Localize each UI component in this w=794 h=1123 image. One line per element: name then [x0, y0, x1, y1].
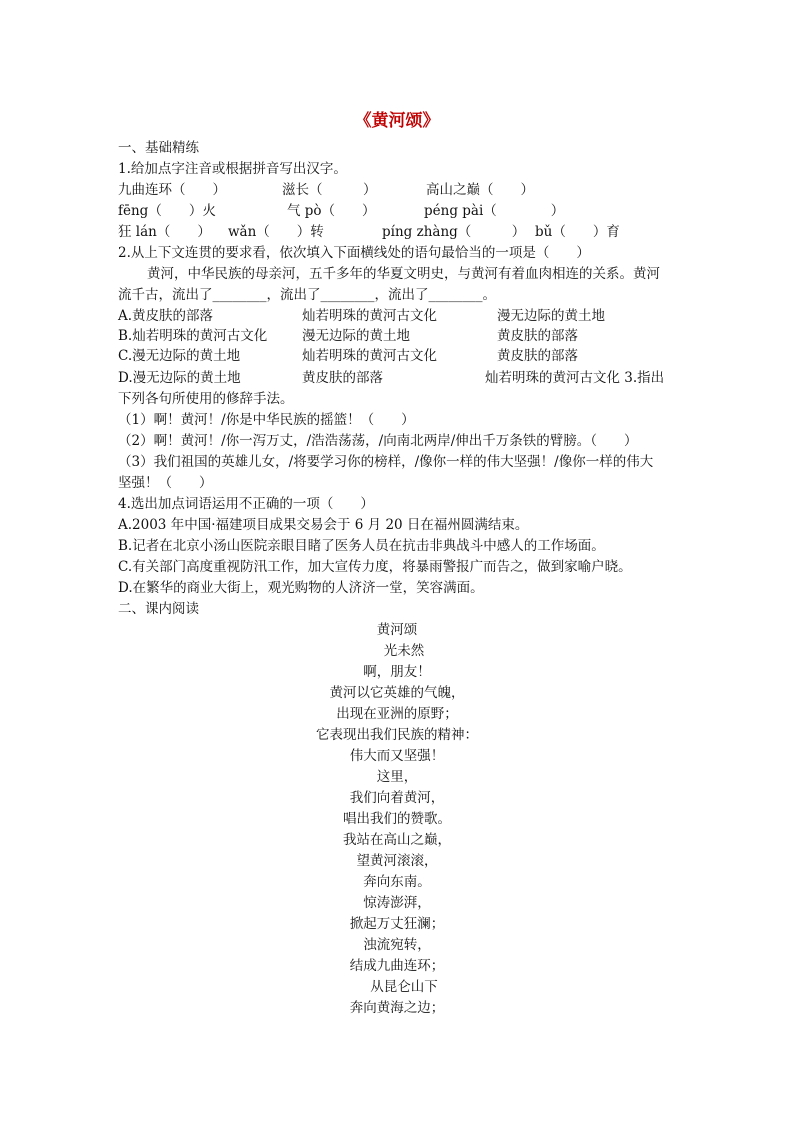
- question-1: 1.给加点字注音或根据拼音写出汉字。: [118, 161, 347, 177]
- q3-item: （3）我们祖国的英雄儿女，/将要学习你的榜样，/像你一样的伟大坚强！/像你一样的伟大: [118, 454, 654, 470]
- q1-item: wǎn（ ）转: [228, 224, 324, 240]
- poem-line: 奔向东南。: [363, 874, 431, 890]
- q4-option: B.记者在北京小汤山医院亲眼目睹了医务人员在抗击非典战斗中感人的工作场面。: [118, 538, 605, 554]
- q2-option: 漫无边际的黄土地: [302, 328, 410, 344]
- poem-line: 浊流宛转，: [363, 937, 431, 953]
- q2-option: 黄皮肤的部落: [497, 328, 578, 344]
- poem-line: 啊，朋友！: [363, 664, 431, 680]
- q2-option: 黄皮肤的部落: [497, 348, 578, 364]
- q2-option: C.漫无边际的黄土地: [118, 348, 241, 364]
- poem-line: 这里，: [376, 769, 418, 785]
- poem-line: 我们向着黄河，: [349, 790, 445, 806]
- q1-item: 狂 lán（ ）: [118, 224, 211, 240]
- q3-item: （1）啊！黄河！/你是中华民族的摇篮！（ ）: [118, 412, 415, 428]
- q3-item: （2）啊！黄河！/你一泻万丈，/浩浩荡荡，/向南北两岸/伸出千万条铁的臂膀。（ ）: [118, 433, 638, 449]
- poem-line: 从昆仑山下: [370, 979, 438, 995]
- q2-option: B.灿若明珠的黄河古文化: [118, 328, 268, 344]
- q2-passage-line: 流千古，流出了________，流出了________，流出了________。: [118, 287, 496, 303]
- q4-option: C.有关部门高度重视防汛工作，加大宣传力度，将暴雨警报广而告之，做到家喻户晓。: [118, 559, 632, 575]
- question-2: 2.从上下文连贯的要求看，依次填入下面横线处的语句最恰当的一项是（ ）: [118, 245, 590, 261]
- q1-item: 滋长（ ）: [282, 182, 377, 198]
- poem-line: 结成九曲连环；: [349, 958, 445, 974]
- q1-item: péng pài（ ）: [424, 203, 565, 219]
- q2-passage-line: 黄河，中华民族的母亲河，五千多年的华夏文明史，与黄河有着血肉相连的关系。黄河: [147, 266, 660, 282]
- page-title: 《黄河颂》: [354, 111, 440, 131]
- poem-author: 光未然: [383, 643, 425, 659]
- q1-item: píng zhàng（ ）: [382, 224, 526, 240]
- q2-option: 灿若明珠的黄河古文化: [302, 348, 437, 364]
- poem-line: 唱出我们的赞歌。: [343, 811, 451, 827]
- q3-item: 坚强！（ ）: [118, 475, 213, 491]
- q2-option: 黄皮肤的部落: [302, 370, 383, 386]
- poem-line: 它表现出我们民族的精神：: [316, 727, 478, 743]
- poem-line: 黄河以它英雄的气魄，: [329, 685, 465, 701]
- question-3: 下列各句所使用的修辞手法。: [118, 391, 294, 407]
- q2-option: A.黄皮肤的部落: [118, 308, 214, 324]
- poem-line: 掀起万丈狂澜；: [349, 916, 445, 932]
- q4-option: A.2003 年中国·福建项目成果交易会于 6 月 20 日在福州圆满结束。: [118, 517, 529, 533]
- question-4: 4.选出加点词语运用不正确的一项（ ）: [118, 496, 374, 512]
- poem-line: 望黄河滚滚，: [356, 853, 438, 869]
- q2-option: 灿若明珠的黄河古文化: [302, 308, 437, 324]
- q1-item: fēng（ ）火: [118, 203, 216, 219]
- poem-line: 惊涛澎湃，: [363, 895, 431, 911]
- poem-line: 我站在高山之巅，: [343, 832, 451, 848]
- poem-line: 出现在亚洲的原野；: [336, 706, 458, 722]
- poem-title: 黄河颂: [376, 622, 418, 638]
- section-heading-reading: 二、课内阅读: [118, 601, 199, 617]
- q2-option: 漫无边际的黄土地: [497, 308, 605, 324]
- section-heading-basic: 一、基础精练: [118, 140, 199, 156]
- q1-item: 九曲连环（ ）: [118, 182, 226, 198]
- poem-line: 奔向黄海之边；: [349, 1000, 445, 1016]
- q1-item: bǔ（ ）育: [535, 224, 620, 240]
- q4-option: D.在繁华的商业大街上，观光购物的人济济一堂，笑容满面。: [118, 580, 484, 596]
- q1-item: 高山之巅（ ）: [426, 182, 534, 198]
- q2-option: D.漫无边际的黄土地: [118, 370, 241, 386]
- q2-option: 灿若明珠的黄河古文化 3.指出: [485, 370, 665, 386]
- poem-line: 伟大而又坚强！: [349, 748, 445, 764]
- q1-item: 气 pò（ ）: [287, 203, 376, 219]
